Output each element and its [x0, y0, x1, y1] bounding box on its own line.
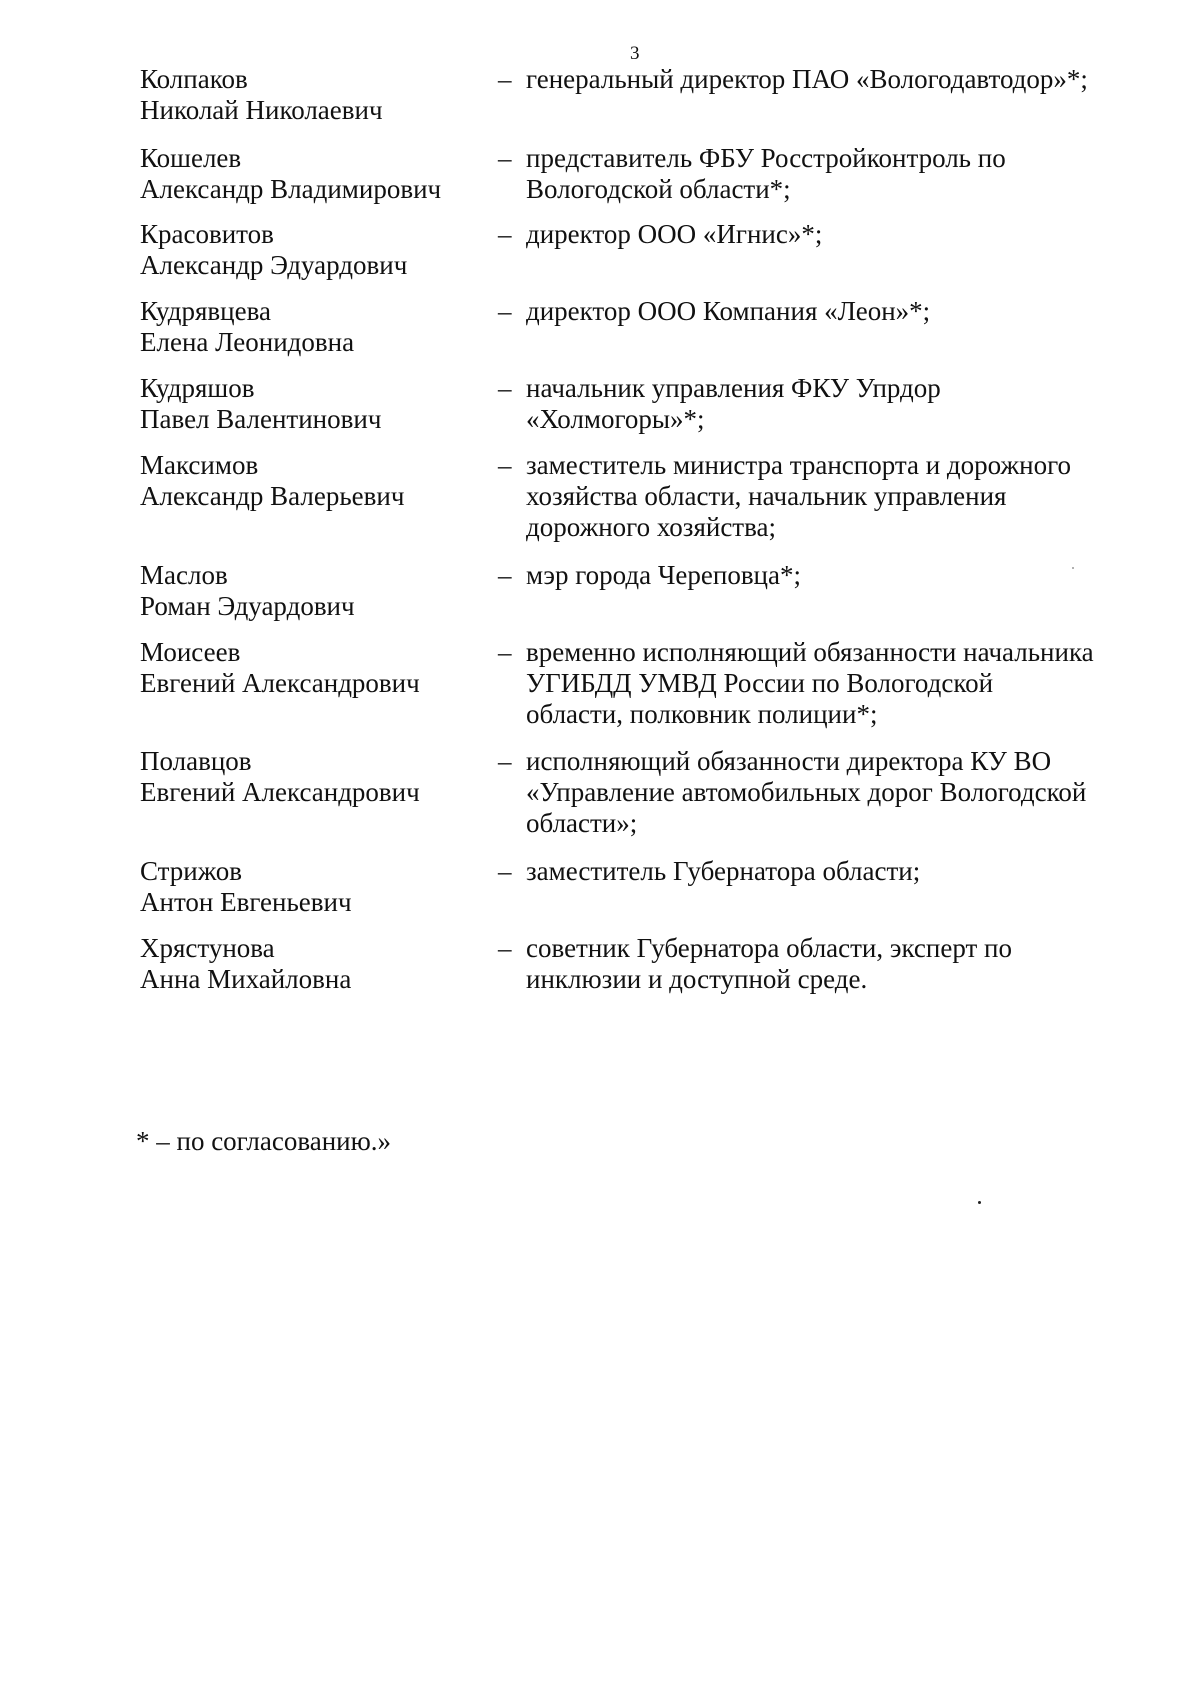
member-name — [140, 450, 480, 512]
member-given-name: Александр Эдуардович — [140, 250, 408, 280]
role-line: «Управление автомобильных дорог Вологодской — [526, 777, 1087, 807]
member-role — [526, 450, 1146, 543]
member-name — [140, 219, 480, 281]
member-name — [140, 746, 480, 808]
member-surname: Моисеев — [140, 637, 241, 667]
role-line: временно исполняющий обязанности начальника — [526, 637, 1094, 667]
dash-separator: – — [498, 373, 512, 403]
member-role — [526, 637, 1146, 730]
member-name — [140, 296, 480, 358]
member-given-name: Павел Валентинович — [140, 404, 382, 434]
page-number: 3 — [630, 43, 640, 64]
member-role — [526, 64, 1146, 95]
member-name — [140, 560, 480, 622]
member-surname: Полавцов — [140, 746, 252, 776]
member-surname: Хрястунова — [140, 933, 275, 963]
dash-separator: – — [498, 560, 512, 590]
role-line: дорожного хозяйства; — [526, 512, 776, 542]
role-line: «Холмогоры»*; — [526, 404, 705, 434]
member-name — [140, 933, 480, 995]
member-role — [526, 373, 1146, 435]
dash-separator: – — [498, 64, 512, 94]
dash-separator: – — [498, 933, 512, 963]
member-surname: Кудряшов — [140, 373, 255, 403]
dash-separator: – — [498, 219, 512, 249]
role-line: директор ООО «Игнис»*; — [526, 219, 823, 249]
member-surname: Колпаков — [140, 64, 248, 94]
role-line: заместитель Губернатора области; — [526, 856, 921, 886]
member-role — [526, 933, 1146, 995]
role-line: советник Губернатора области, эксперт по — [526, 933, 1012, 963]
member-role — [526, 560, 1146, 591]
scan-speck — [1072, 567, 1074, 569]
member-role — [526, 856, 1146, 887]
dash-separator: – — [498, 450, 512, 480]
role-line: начальник управления ФКУ Упрдор — [526, 373, 941, 403]
member-role — [526, 219, 1146, 250]
dash-separator: – — [498, 856, 512, 886]
role-line: представитель ФБУ Росстройконтроль по — [526, 143, 1006, 173]
member-role — [526, 746, 1146, 839]
role-line: Вологодской области*; — [526, 174, 791, 204]
member-surname: Кошелев — [140, 143, 242, 173]
member-given-name: Александр Валерьевич — [140, 481, 405, 511]
role-line: области, полковник полиции*; — [526, 699, 878, 729]
role-line: УГИБДД УМВД России по Вологодской — [526, 668, 994, 698]
member-given-name: Елена Леонидовна — [140, 327, 355, 357]
role-line: директор ООО Компания «Леон»*; — [526, 296, 931, 326]
member-given-name: Александр Владимирович — [140, 174, 442, 204]
dash-separator: – — [498, 746, 512, 776]
role-line: генеральный директор ПАО «Вологодавтодор»*; — [526, 64, 1088, 94]
dash-separator: – — [498, 637, 512, 667]
member-name — [140, 143, 480, 205]
member-surname: Кудрявцева — [140, 296, 271, 326]
member-role — [526, 296, 1146, 327]
role-line: заместитель министра транспорта и дорожного — [526, 450, 1071, 480]
role-line: инклюзии и доступной среде. — [526, 964, 868, 994]
member-surname: Максимов — [140, 450, 259, 480]
member-name — [140, 64, 480, 126]
member-given-name: Роман Эдуардович — [140, 591, 355, 621]
member-given-name: Антон Евгеньевич — [140, 887, 352, 917]
member-given-name: Евгений Александрович — [140, 777, 420, 807]
member-given-name: Евгений Александрович — [140, 668, 420, 698]
member-name — [140, 373, 480, 435]
footnote: * – по согласованию.» — [136, 1126, 392, 1156]
member-surname: Красовитов — [140, 219, 274, 249]
role-line: области»; — [526, 808, 638, 838]
member-name — [140, 637, 480, 699]
scan-speck — [978, 1201, 981, 1204]
member-given-name: Анна Михайловна — [140, 964, 352, 994]
role-line: хозяйства области, начальник управления — [526, 481, 1007, 511]
role-line: исполняющий обязанности директора КУ ВО — [526, 746, 1052, 776]
role-line: мэр города Череповца*; — [526, 560, 801, 590]
member-name — [140, 856, 480, 918]
dash-separator: – — [498, 143, 512, 173]
member-surname: Стрижов — [140, 856, 242, 886]
member-given-name: Николай Николаевич — [140, 95, 383, 125]
member-surname: Маслов — [140, 560, 228, 590]
dash-separator: – — [498, 296, 512, 326]
member-role — [526, 143, 1146, 205]
